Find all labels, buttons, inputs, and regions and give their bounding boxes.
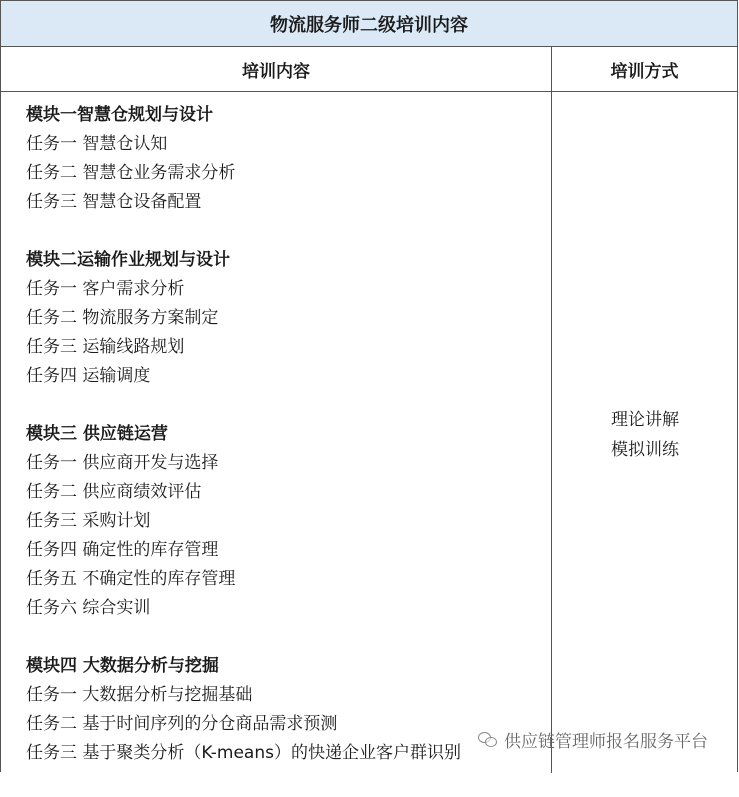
wechat-icon bbox=[478, 729, 498, 749]
content-cell bbox=[26, 101, 546, 797]
task-item: 任务三 运输线路规划 bbox=[26, 337, 185, 357]
task-item: 任务五 不确定性的库存管理 bbox=[26, 569, 236, 589]
method-cell bbox=[552, 405, 738, 465]
method-item: 理论讲解 bbox=[611, 410, 679, 430]
table-title bbox=[1, 1, 737, 47]
table-title-text: 物流服务师二级培训内容 bbox=[270, 14, 468, 36]
task-item: 任务二 供应商绩效评估 bbox=[26, 482, 202, 502]
task-item: 任务六 综合实训 bbox=[26, 598, 151, 618]
task-item: 任务一 智慧仓认知 bbox=[26, 134, 168, 154]
method-item: 模拟训练 bbox=[611, 440, 679, 460]
header-content: 培训内容 bbox=[242, 61, 310, 82]
task-item: 任务二 基于时间序列的分仓商品需求预测 bbox=[26, 714, 338, 734]
table-header-row bbox=[1, 47, 737, 92]
task-item: 任务一 客户需求分析 bbox=[26, 279, 185, 299]
module-3 bbox=[26, 420, 546, 623]
module-title: 模块一智慧仓规划与设计 bbox=[26, 105, 213, 125]
task-item: 任务一 供应商开发与选择 bbox=[26, 453, 219, 473]
task-item: 任务四 运输调度 bbox=[26, 366, 151, 386]
task-item: 任务三 采购计划 bbox=[26, 511, 151, 531]
header-method: 培训方式 bbox=[610, 61, 679, 82]
module-2 bbox=[26, 246, 546, 391]
watermark bbox=[478, 724, 708, 754]
module-title: 模块四 大数据分析与挖掘 bbox=[26, 656, 219, 676]
task-item: 任务三 智慧仓设备配置 bbox=[26, 192, 202, 212]
module-1 bbox=[26, 101, 546, 217]
module-title: 模块二运输作业规划与设计 bbox=[26, 250, 230, 270]
task-item: 任务二 智慧仓业务需求分析 bbox=[26, 163, 236, 183]
module-title: 模块三 供应链运营 bbox=[26, 424, 168, 444]
task-item: 任务二 物流服务方案制定 bbox=[26, 308, 219, 328]
watermark-text: 供应链管理师报名服务平台 bbox=[504, 731, 708, 752]
task-item: 任务一 大数据分析与挖掘基础 bbox=[26, 685, 253, 705]
task-item: 任务四 确定性的库存管理 bbox=[26, 540, 219, 560]
task-item: 任务三 基于聚类分析（K-means）的快递企业客户群识别 bbox=[26, 743, 461, 763]
module-4 bbox=[26, 652, 546, 768]
